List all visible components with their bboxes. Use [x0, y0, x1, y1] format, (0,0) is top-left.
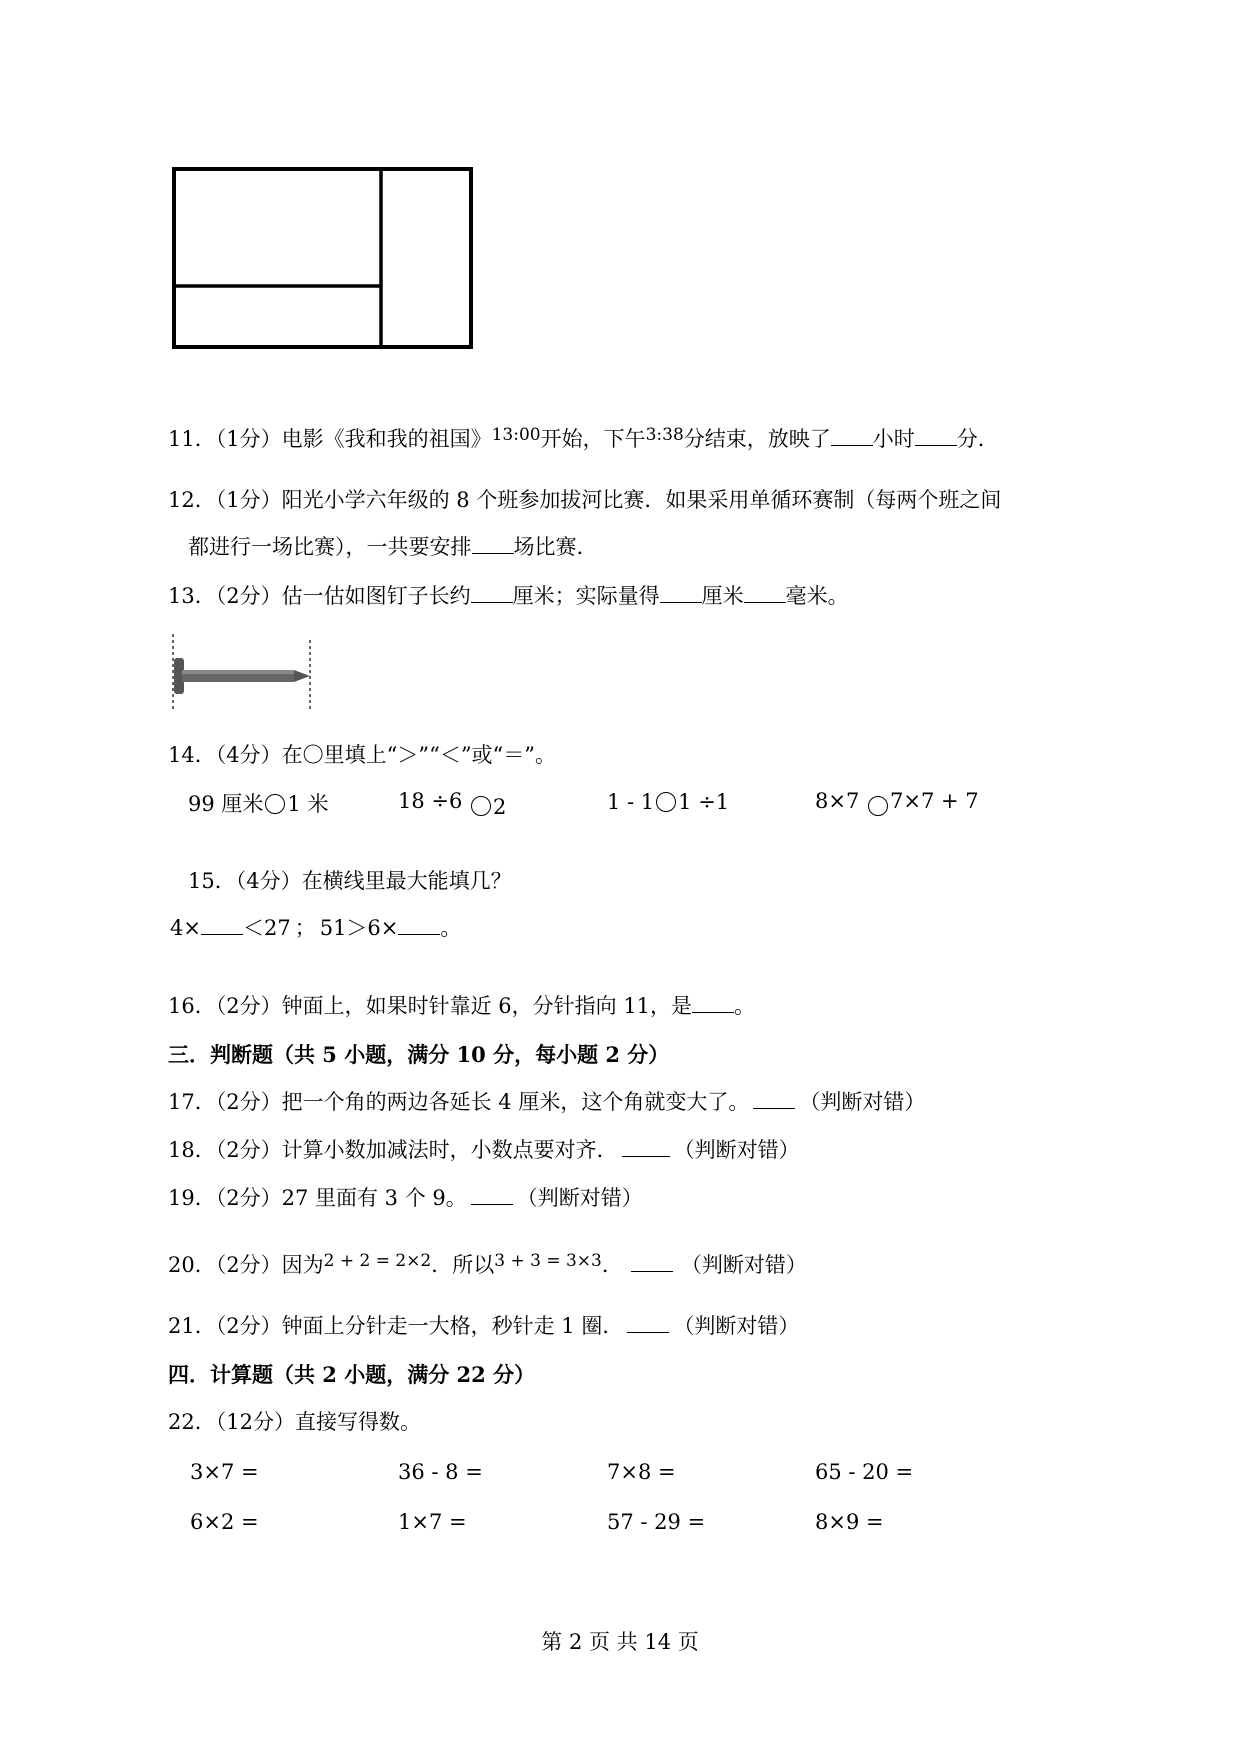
question-number: 16． [168, 994, 216, 1018]
calc-item: 7×8 = [607, 1460, 676, 1484]
answer-blank-estimate[interactable] [471, 601, 513, 603]
question-text: 阳光小学六年级的 8 个班参加拔河比赛．如果采用单循环赛制（每两个班之间 [281, 488, 1002, 512]
nail-image [168, 632, 318, 712]
question-text: 27 里面有 3 个 9。 [281, 1186, 467, 1210]
calc-item: 8×9 = [815, 1510, 884, 1534]
compare-circle-blank[interactable] [656, 792, 676, 812]
answer-blank[interactable] [471, 1203, 513, 1205]
question-number: 22． [168, 1410, 216, 1434]
question-text: 。 [734, 994, 756, 1018]
calc-item: 65 - 20 = [815, 1460, 914, 1484]
question-19 [168, 1188, 643, 1209]
expression: ＜27 [242, 916, 291, 940]
question-text: ．所以 [431, 1253, 495, 1277]
question-tail: （判断对错） [516, 1186, 643, 1210]
question-text: 计算小数加减法时，小数点要对齐． [281, 1138, 618, 1162]
question-text: 在〇里填上“＞”“＜”或“＝”。 [281, 743, 557, 767]
question-12-line2 [188, 537, 598, 558]
page-footer: 第 2 页 共 14 页 [541, 1630, 699, 1654]
question-text: 毫米。 [785, 584, 849, 608]
question-14 [168, 745, 556, 766]
question-text: 在横线里最大能填几？ [301, 869, 512, 893]
question-15 [188, 871, 512, 892]
compare-right: 1 米 [287, 792, 329, 816]
answer-blank[interactable] [692, 1011, 734, 1013]
question-score: （2分） [215, 1253, 282, 1277]
question-text: 开始，下午 [540, 427, 646, 451]
compare-circle-blank[interactable] [471, 796, 491, 816]
answer-blank-hours[interactable] [831, 444, 873, 446]
question-text: 直接写得数。 [294, 1410, 421, 1434]
question-21 [168, 1316, 799, 1337]
answer-blank[interactable] [627, 1331, 669, 1333]
question-text: 都进行一场比赛），一共要安排 [188, 535, 472, 559]
compare-left: 18 ÷6 [398, 789, 463, 813]
question-score: （4分） [235, 869, 302, 893]
answer-blank-mm[interactable] [744, 601, 786, 603]
question-text: 电影《我和我的祖国》 [281, 427, 492, 451]
compare-right: 7×7 + 7 [890, 789, 979, 813]
question-text: 小时 [872, 427, 915, 451]
compare-right: 2 [493, 795, 507, 819]
math-expression: 2 + 2 = 2×2 [323, 1251, 432, 1271]
calc-item: 57 - 29 = [607, 1510, 706, 1534]
question-number: 13． [168, 584, 216, 608]
question-number: 19． [168, 1186, 216, 1210]
separator: ； [294, 916, 316, 940]
question-number: 15． [188, 869, 236, 893]
time-start: 13:00 [491, 425, 541, 445]
question-20 [168, 1253, 807, 1276]
question-12 [168, 490, 1001, 511]
question-score: （2分） [215, 1090, 282, 1114]
question-score: （2分） [215, 1314, 282, 1338]
rectangle-diagram [170, 165, 480, 355]
question-text: 把一个角的两边各延长 4 厘米，这个角就变大了。 [281, 1090, 750, 1114]
compare-circle-blank[interactable] [265, 794, 285, 814]
answer-blank[interactable] [398, 933, 440, 935]
calc-item: 3×7 = [190, 1460, 259, 1484]
question-text: 厘米；实际量得 [512, 584, 660, 608]
question-tail: （判断对错） [799, 1090, 926, 1114]
compare-circle-blank[interactable] [868, 796, 888, 816]
time-end: 3:38 [645, 425, 684, 445]
question-15-expressions [170, 918, 461, 939]
question-22 [168, 1412, 421, 1433]
compare-right: 1 ÷1 [678, 790, 730, 814]
question-score: （4分） [215, 743, 282, 767]
question-text: 因为 [281, 1253, 324, 1277]
question-number: 11． [168, 427, 216, 451]
question-18 [168, 1140, 800, 1161]
calc-item: 1×7 = [398, 1510, 467, 1534]
question-text: 钟面上，如果时针靠近 6，分针指向 11，是 [281, 994, 693, 1018]
compare-item-3 [607, 792, 729, 813]
compare-left: 8×7 [815, 789, 860, 813]
question-number: 12． [168, 488, 216, 512]
question-13 [168, 586, 849, 607]
answer-blank[interactable] [753, 1107, 795, 1109]
question-16 [168, 996, 755, 1017]
question-score: （2分） [215, 994, 282, 1018]
question-text: ． [601, 1253, 623, 1277]
question-11 [168, 427, 999, 450]
section-heading: 四．计算题（共 2 小题，满分 22 分） [168, 1362, 536, 1387]
compare-item-1 [188, 794, 328, 815]
section-heading: 三．判断题（共 5 小题，满分 10 分，每小题 2 分） [168, 1042, 670, 1067]
calc-item: 6×2 = [190, 1510, 259, 1534]
math-expression: 3 + 3 = 3×3 [494, 1251, 602, 1271]
compare-item-2 [398, 791, 506, 818]
answer-blank[interactable] [631, 1270, 673, 1272]
question-tail: （判断对错） [680, 1253, 807, 1277]
question-number: 21． [168, 1314, 216, 1338]
question-tail: （判断对错） [673, 1138, 800, 1162]
calc-item: 36 - 8 = [398, 1460, 483, 1484]
compare-left: 99 厘米 [188, 792, 264, 816]
question-score: （1分） [215, 488, 282, 512]
answer-blank-cm[interactable] [660, 601, 702, 603]
question-text: 分． [956, 427, 999, 451]
question-score: （2分） [215, 1138, 282, 1162]
question-score: （1分） [215, 427, 282, 451]
answer-blank[interactable] [622, 1155, 670, 1157]
question-17 [168, 1092, 925, 1113]
question-score: （12分） [215, 1410, 295, 1434]
question-text: 分结束，放映了 [683, 427, 831, 451]
question-text: 估一估如图钉子长约 [281, 584, 471, 608]
question-tail: （判断对错） [673, 1314, 800, 1338]
question-score: （2分） [215, 584, 282, 608]
expression: 4× [170, 916, 201, 940]
question-number: 17． [168, 1090, 216, 1114]
question-number: 14． [168, 743, 216, 767]
question-score: （2分） [215, 1186, 282, 1210]
question-number: 18． [168, 1138, 216, 1162]
question-text: 厘米 [701, 584, 744, 608]
expression: 51＞6× [319, 916, 399, 940]
expression: 。 [440, 916, 462, 940]
compare-item-4 [815, 791, 979, 816]
answer-blank-minutes[interactable] [915, 444, 957, 446]
answer-blank[interactable] [472, 552, 514, 554]
question-text: 场比赛． [513, 535, 598, 559]
compare-left: 1 - 1 [607, 790, 655, 814]
question-number: 20． [168, 1253, 216, 1277]
question-text: 钟面上分针走一大格，秒针走 1 圈． [281, 1314, 624, 1338]
answer-blank[interactable] [201, 933, 243, 935]
